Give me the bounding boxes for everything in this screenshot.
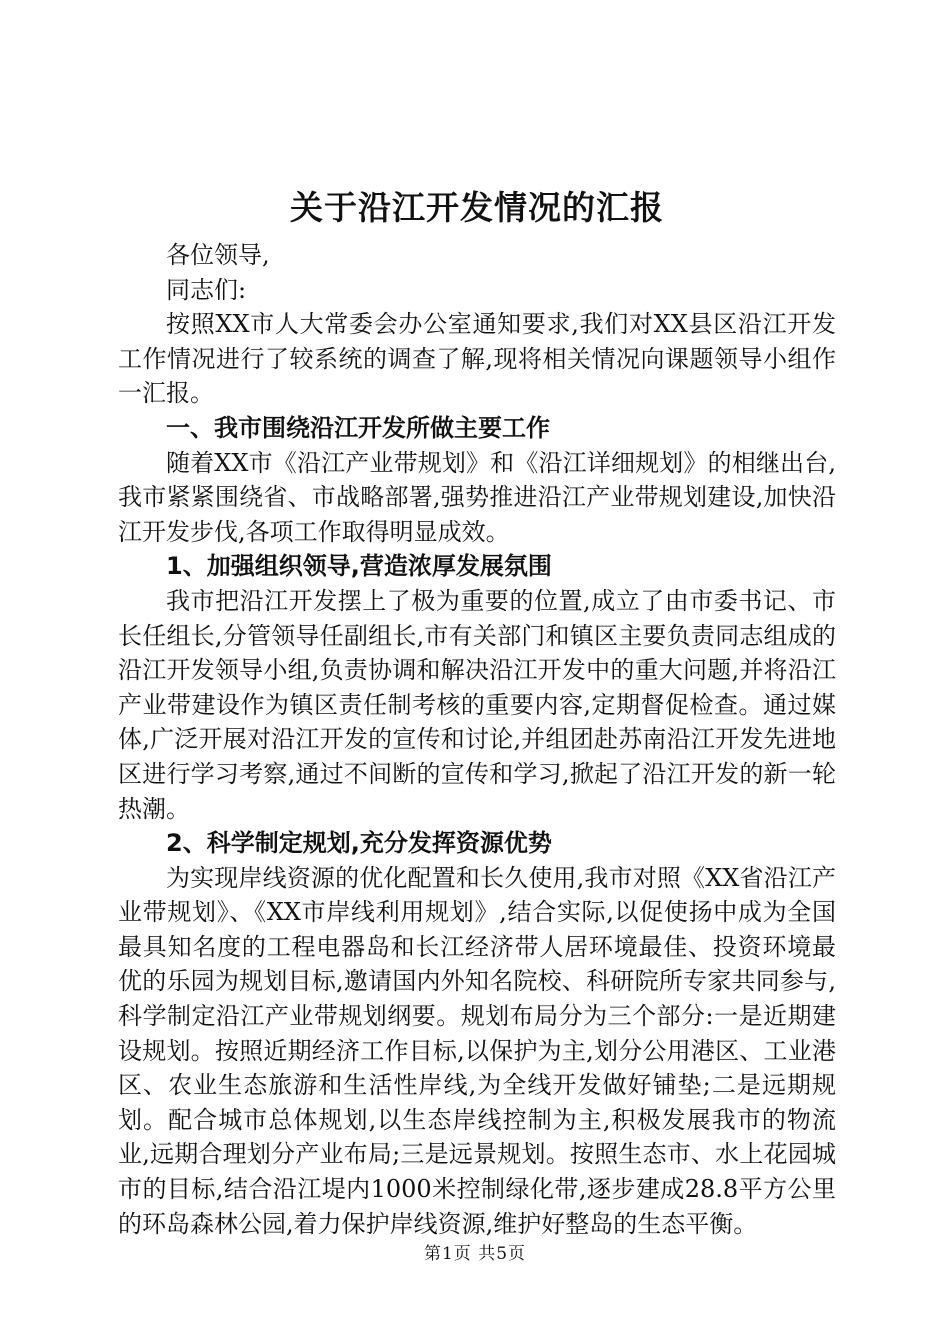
document-title: 关于沿江开发情况的汇报 <box>290 188 664 227</box>
subsection-2-paragraph: 为实现岸线资源的优化配置和长久使用,我市对照《XX省沿江产业带规划》、《XX市岸线利用规划》,结合实际,以促使扬中成为全国最具知名度的工程电器岛和长江经济带人居环境最佳、投资环境最优的乐园为规划目标,邀请国内外知名院校、科研院所专家共同参与,科学制定沿江产业带规划纲要。规划布局分为三个部分:一是近期建设规划。按照近期经济工作目标,以保护为主,划分公用港区、工业港区、农业生态旅游和生活性岸线,为全线开发做好铺垫;二是远期规划。配合城市总体规划,以生态岸线控制为主,积极发展我市的物流业,远期合理划分产业布局;三是远景规划。按照生态市、水上花园城市的目标,结合沿江堤内1000米控制绿化带,逐步建成28.8平方公里的环岛森林公园,着力保护岸线资源,维护好整岛的生态平衡。 <box>118 863 836 1238</box>
document-body <box>118 186 836 1241</box>
page-number-footer: 第1页 共5页 <box>423 1244 527 1264</box>
subsection-1-paragraph: 我市把沿江开发摆上了极为重要的位置,成立了由市委书记、市长任组长,分管领导任副组长,市有关部门和镇区主要负责同志组成的沿江开发领导小组,负责协调和解决沿江开发中的重大问题,并将沿江产业带建设作为镇区责任制考核的重要内容,定期督促检查。通过媒体,广泛开展对沿江开发的宣传和讨论,并组团赴苏南沿江开发先进地区进行学习考察,通过不间断的宣传和学习,掀起了沿江开发的新一轮热潮。 <box>118 586 836 823</box>
section-1-paragraph: 随着XX市《沿江产业带规划》和《沿江详细规划》的相继出台,我市紧紧围绕省、市战略部署,强势推进沿江产业带规划建设,加快沿江开发步伐,各项工作取得明显成效。 <box>118 448 836 546</box>
section-1-heading: 一、我市围绕沿江开发所做主要工作 <box>166 413 550 442</box>
intro-paragraph: 按照XX市人大常委会办公室通知要求,我们对XX县区沿江开发工作情况进行了较系统的调查了解,现将相关情况向课题领导小组作一汇报。 <box>118 310 836 408</box>
subsection-2-heading: 2、科学制定规划,充分发挥资源优势 <box>166 829 552 858</box>
subsection-1-heading: 1、加强组织领导,营造浓厚发展氛围 <box>166 552 552 581</box>
greeting-comrades: 同志们: <box>166 275 247 304</box>
greeting-leaders: 各位领导, <box>166 241 270 269</box>
